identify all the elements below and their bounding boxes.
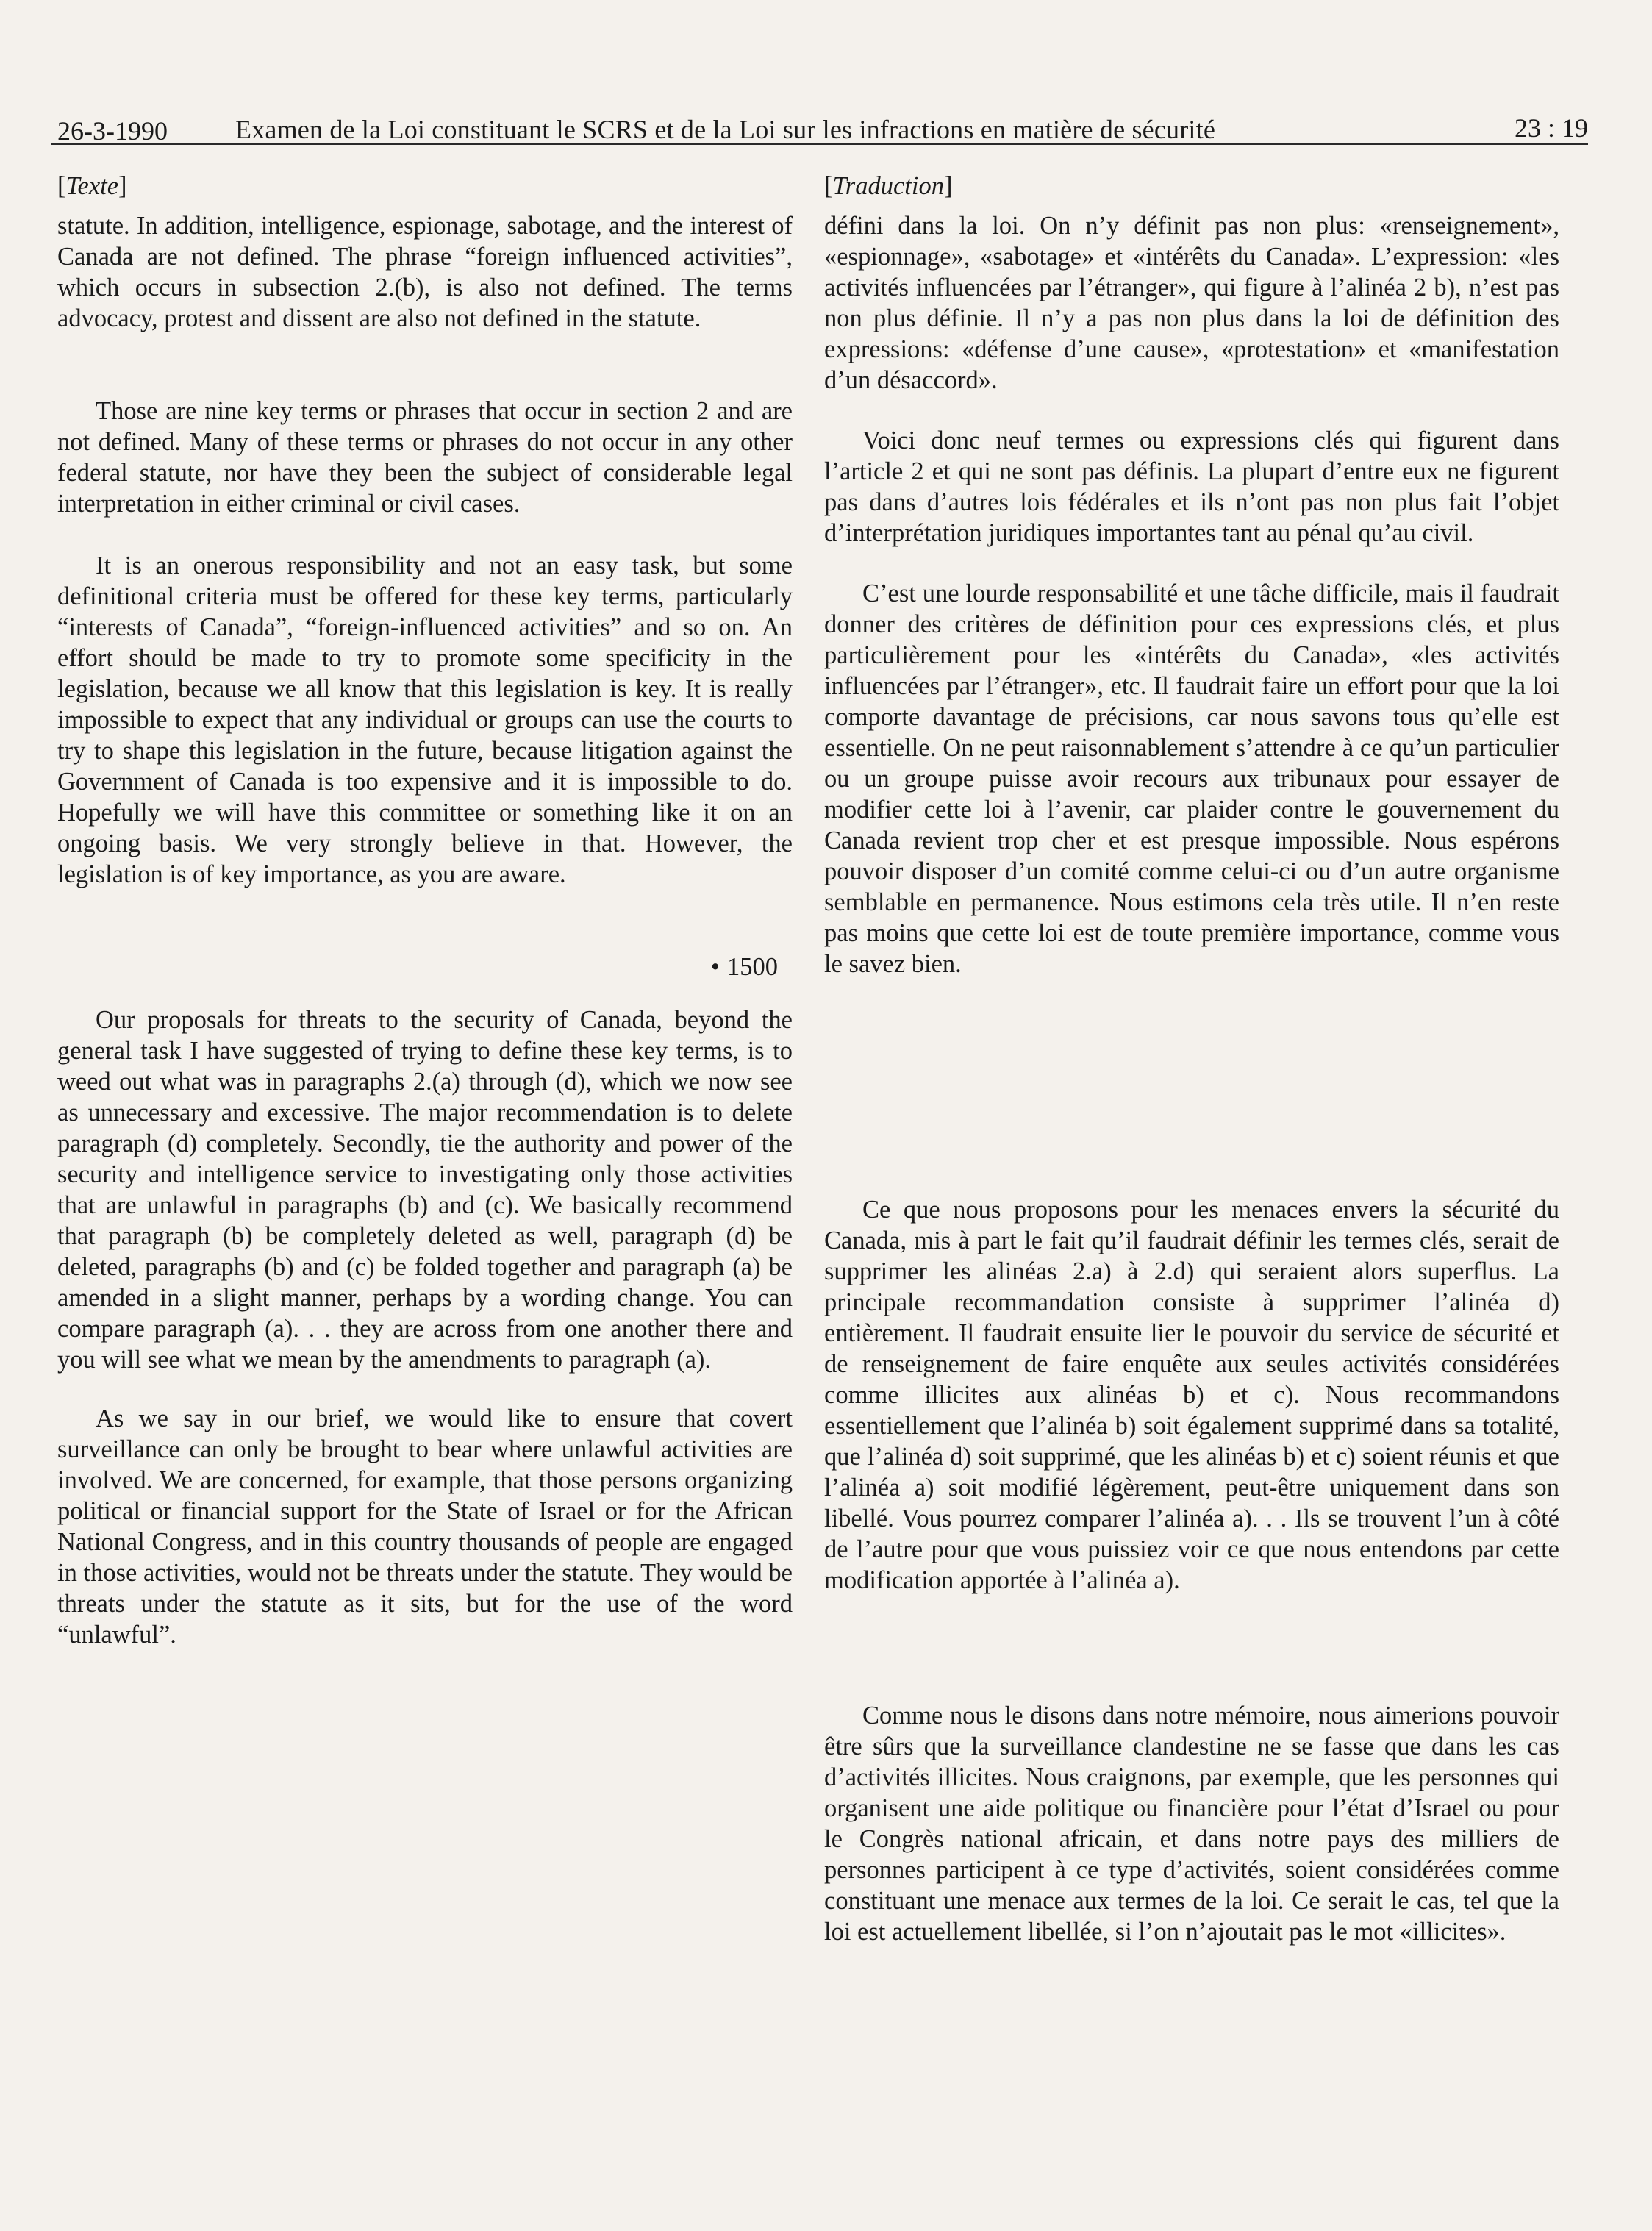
column-label-text: Texte [65,172,119,200]
time-stamp: 1500 [727,953,778,981]
paragraph: As we say in our brief, we would like to ensure that covert surveillance can only be brought to bear where unlawful activities are involved. We are concerned, for example, that those persons organizing political or financial support for the State of Israel or for the African National Congress, and in this country thousands of people are engaged in those activities, would not be threats under the statute. They would be threats under the statute as it sits, but for the use of the word “unlawful”. [57,1404,793,1649]
english-column [57,171,793,1650]
header-date: 26-3-1990 [57,116,168,146]
column-label-text: Traduction [832,172,944,200]
paragraph: Our proposals for threats to the security of Canada, beyond the general task I have suggested of trying to define these key terms, is to weed out what was in paragraphs 2.(a) through (d), which we now see as unnecessary and excessive. The major recommendation is to delete paragraph (d) completely. Secondly, tie the authority and power of the security and intelligence service to investigating only those activities that are unlawful in paragraphs (b) and (c). We basically recommend that paragraph (b) be completely deleted as well, paragraph (d) be deleted, paragraphs (b) and (c) be folded together and paragraph (a) be amended in a slight manner, perhaps by a wording change. You can compare paragraph (a). . . they are across from one another there and you will see what we mean by the amendments to paragraph (a). [57,1006,793,1374]
header-title: Examen de la Loi constituant le SCRS et de la Loi sur les infractions en matière de sécurité [235,115,1216,144]
column-label-texte: [Texte] [57,172,127,200]
paragraph: C’est une lourde responsabilité et une tâche difficile, mais il faudrait donner des critères de définition pour ces expressions clés, et plus particulièrement pour les «intérêts du Canada», «les activités influencées par l’étranger», etc. Il faudrait faire un effort pour que la loi comporte davantage de précisions, car nous savons tous qu’elle est essentielle. On ne peut raisonnablement s’attendre à ce qu’un particulier ou un groupe puisse avoir recours aux tribunaux pour essayer de modifier cette loi à l’avenir, car plaider contre le gouvernement du Canada revient trop cher et est presque impossible. Nous espérons pouvoir disposer d’un comité comme celui-ci ou d’un autre organisme semblable en permanence. Nous estimons cela très utile. Il n’en reste pas moins que cette loi est de toute première importance, comme vous le savez bien. [824,579,1559,978]
column-label-traduction: [Traduction] [824,172,953,200]
paragraph: Voici donc neuf termes ou expressions clés qui figurent dans l’article 2 et qui ne sont pas définis. La plupart d’entre eux ne figurent pas dans d’autres lois fédérales et ils n’ont pas non plus fait l’objet d’interprétation juridiques importantes tant au pénal qu’au civil. [824,426,1559,547]
time-bullet: • [710,953,720,981]
paragraph: Those are nine key terms or phrases that occur in section 2 and are not defined. Many of these terms or phrases do not occur in any other federal statute, nor have they been the subject of considerable legal interpretation in either criminal or civil cases. [57,397,793,518]
time-marker [57,952,793,982]
paragraph: Comme nous le disons dans notre mémoire, nous aimerions pouvoir être sûrs que la surveillance clandestine ne se fasse que dans les cas d’activités illicites. Nous craignons, par exemple, que les personnes qui organisent une aide politique ou financière pour l’état d’Israel ou pour le Congrès national africain, et dans notre pays des milliers de personnes participent à ce type d’activités, soient considérées comme constituant une menace aux termes de la loi. Ce serait le cas, tel que la loi est actuellement libellée, si l’on n’ajoutait pas le mot «illicites». [824,1702,1559,1946]
paragraph: It is an onerous responsibility and not an easy task, but some definitional criteria must be offered for these key terms, particularly “interests of Canada”, “foreign-influenced activities” and so on. An effort should be made to try to promote some specificity in the legislation, because we all know that this legislation is key. It is really impossible to expect that any individual or groups can use the courts to try to shape this legislation in the future, because litigation against the Government of Canada is too expensive and it is impossible to do. Hopefully we will have this committee or something like it on an ongoing basis. We very strongly believe in that. However, the legislation is of key importance, as you are aware. [57,551,793,888]
paragraph: Ce que nous proposons pour les menaces envers la sécurité du Canada, mis à part le fait qu’il faudrait définir les termes clés, serait de supprimer les alinéas 2.a) à 2.d) qui seraient alors superflus. La principale recommandation consiste à supprimer l’alinéa d) entièrement. Il faudrait ensuite lier le pouvoir du service de sécurité et de renseignement de faire enquête aux seules activités considérées comme illicites aux alinéas b) et c). Nous recommandons essentiellement que l’alinéa b) soit également supprimé dans sa totalité, que l’alinéa d) soit supprimé, que les alinéas b) et c) soient réunis et que l’alinéa a) soit modifié légèrement, peut-être uniquement dans son libellé. Vous pourrez comparer l’alinéa a). . . Ils se trouvent l’un à côté de l’autre pour que vous puissiez voir ce que nous entendons par cette modification apportée à l’alinéa a). [824,1196,1559,1594]
french-column [824,171,1559,1946]
paragraph: défini dans la loi. On n’y définit pas non plus: «renseignement», «espionnage», «sabotage» et «intérêts du Canada». L’expression: «les activités influencées par l’étranger», qui figure à l’alinéa 2 b), n’est pas non plus définie. Il n’y a pas non plus dans la loi de définition des expressions: «défense d’une cause», «protestation» et «manifestation d’un désaccord». [824,212,1559,394]
running-header [51,101,1588,145]
header-page-number: 23 : 19 [1514,113,1588,143]
paragraph: statute. In addition, intelligence, espionage, sabotage, and the interest of Canada are not defined. The phrase “foreign influenced activities”, which occurs in subsection 2.(b), is also not defined. The terms advocacy, protest and dissent are also not defined in the statute. [57,212,793,332]
